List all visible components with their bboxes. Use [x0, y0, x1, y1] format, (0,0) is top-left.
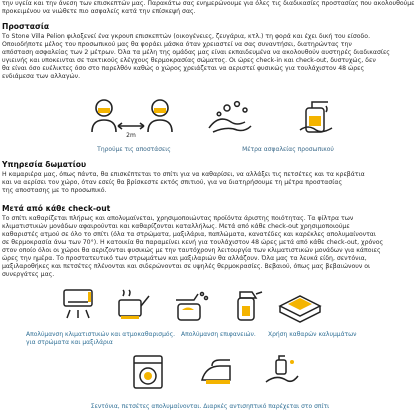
- caption-covers-2: για στρώματα και μαξιλάρια: [26, 339, 113, 346]
- steam-cleaner-icon: [113, 288, 153, 324]
- checkout-heading: Μετά από κάθε check-out: [2, 204, 111, 213]
- intro-line-1: την υγεία και την άνεση των επισκεπτών μας. Παρακάτω σας ενημερώνουμε για όλες τις διαδικασίες προστασίας που ακολουθούμε: [2, 0, 415, 7]
- intro-line-2: προκειμένου να νιώθετε πιο ασφαλείς κατά την επίσκεψή σας.: [2, 8, 196, 15]
- caption-linens-sanitizer: Σεντόνια, πετσέτες απολυμαίνονται. Διαρκές αντισηπτικό παρέχεται στο σπίτι: [90, 403, 330, 410]
- protection-line-3: απόσταση ασφαλείας των 2 μέτρων. Όλα τα μέλη της ομάδας μας είναι εκπαιδευμένα να ακολουθούν αυστηρές διαδικασίες: [2, 49, 390, 56]
- protection-line-1: Το Stone Villa Pelion φιλοξενεί ένα γκρουπ επισκεπτών (οικογένειες, ζευγάρια, κτλ.) τη φορά και έχει δική του είσοδο.: [2, 33, 371, 40]
- checkout-line-4: σε θερμοκρασία άνω των 70°). Η κατοικία θα παραμείνει κενή για τουλάχιστον 48 ώρες μετά από κάθε check-out, χρόνος: [2, 239, 384, 246]
- spray-bottle-icon: [228, 286, 266, 324]
- mattress-cover-icon: [274, 288, 326, 324]
- caption-keep-distance: Τηρούμε τις αποστάσεις: [97, 146, 171, 153]
- checkout-line-7: μαξιλαροθήκες και πετσέτες πλένονται και σιδερώνονται σε υψηλές θερμοκρασίες. Βεβαιού, όπως μας βεβαιώνουν οι: [2, 263, 371, 270]
- caption-surfaces: Απολύμανση επιφανειών.: [181, 331, 256, 338]
- caption-ac-steam: Απολύμανση κλιματιστικών και ατμοκαθαρισμός.: [26, 331, 176, 338]
- checkout-line-8: συνεργάτες μας.: [2, 271, 55, 278]
- iron-icon: [196, 354, 240, 390]
- housekeeping-heading: Υπηρεσία δωματίου: [2, 160, 87, 169]
- handwashing-icon: [205, 98, 259, 136]
- checkout-line-6: ώρες την ημέρα. Το προστατευτικό των στρωμάτων και μαξιλαριών θα αλλάζουν. Όλα μας τα λευκά είδη, σεντόνια,: [2, 255, 367, 262]
- protection-line-4: υγιεινής και υποκεινται σε τακτικούς ελέγχους θερμοκρασίας σώματος. Οι ώρες check-in και check-out, δυστυχώς, δεν: [2, 57, 376, 64]
- checkout-line-1: Το σπίτι καθαρίζεται πλήρως και απολυμαίνεται, χρησιμοποιώντας προϊόντα άριστης ποιότητας. Τα φίλτρα των: [2, 215, 354, 222]
- protection-heading: Προστασία: [2, 22, 50, 31]
- checkout-line-2: κλιματιστικών μονάδων αφαιρούνται και καθαρίζονται καταλλήλως. Μετά από κάθε check-out χρησιμοποιούμε: [2, 223, 350, 230]
- sanitizer-dispenser-icon: [296, 94, 336, 138]
- air-conditioner-icon: [58, 286, 98, 324]
- protection-line-5: θα είναι όσο ευέλικτες όσο στο παρελθόν καθώς ο χώρος χρειάζεται να αεριστεί φυσικώς για τουλάχιστον 48 ώρες: [2, 65, 365, 72]
- checkout-line-5: στον οποίο όλοι οι χώροι θα αεριζονται φυσικώς με την ταυτόχρονη λειτουργία των κλιματιστικών μονάδων για κάποιες: [2, 247, 381, 254]
- distance-label: 2m: [126, 132, 136, 139]
- social-distancing-icon: [88, 96, 180, 140]
- disinfection-spray-icon: [170, 284, 210, 324]
- protection-line-6: ενδιάμεσα των αλλαγών.: [2, 73, 81, 80]
- caption-staff-safety: Μέτρα ασφαλείας προσωπικού: [242, 146, 334, 153]
- hand-sanitizer-icon: [262, 352, 302, 392]
- caption-covers-1: Χρήση καθαρών καλυμμάτων: [268, 331, 357, 338]
- housekeeping-line-1: Η καμαριέρα μας, όπως πάντα, θα επισκέπτεται το σπίτι για να καθαρίσει, να αλλάξει τις πετσέτες και τα κρεβάτια: [2, 171, 365, 178]
- checkout-line-3: καθαριστές ατμού σε όλο το σπίτι (όλα τα στρώματα, μαξιλάρια, παπλώματα, κανατέδες και καρέκλες απολυμαίνονται: [2, 231, 376, 238]
- housekeeping-line-2: και να αερίσει τον χώρο, όταν εσείς θα βρίσκεστε εκτός σπιτιού, για να διατηρήσουμε τη μέτρα προστασίας: [2, 179, 343, 186]
- protection-line-2: Οποιοδήποτε μέλος του προσωπικού μας θα φοράει μάσκα όταν χρειαστεί να σας συναντήσει, διατηρώντας την: [2, 41, 352, 48]
- housekeeping-line-3: της αποστασης με το προσωπικό.: [2, 187, 107, 194]
- washing-machine-icon: [128, 352, 168, 392]
